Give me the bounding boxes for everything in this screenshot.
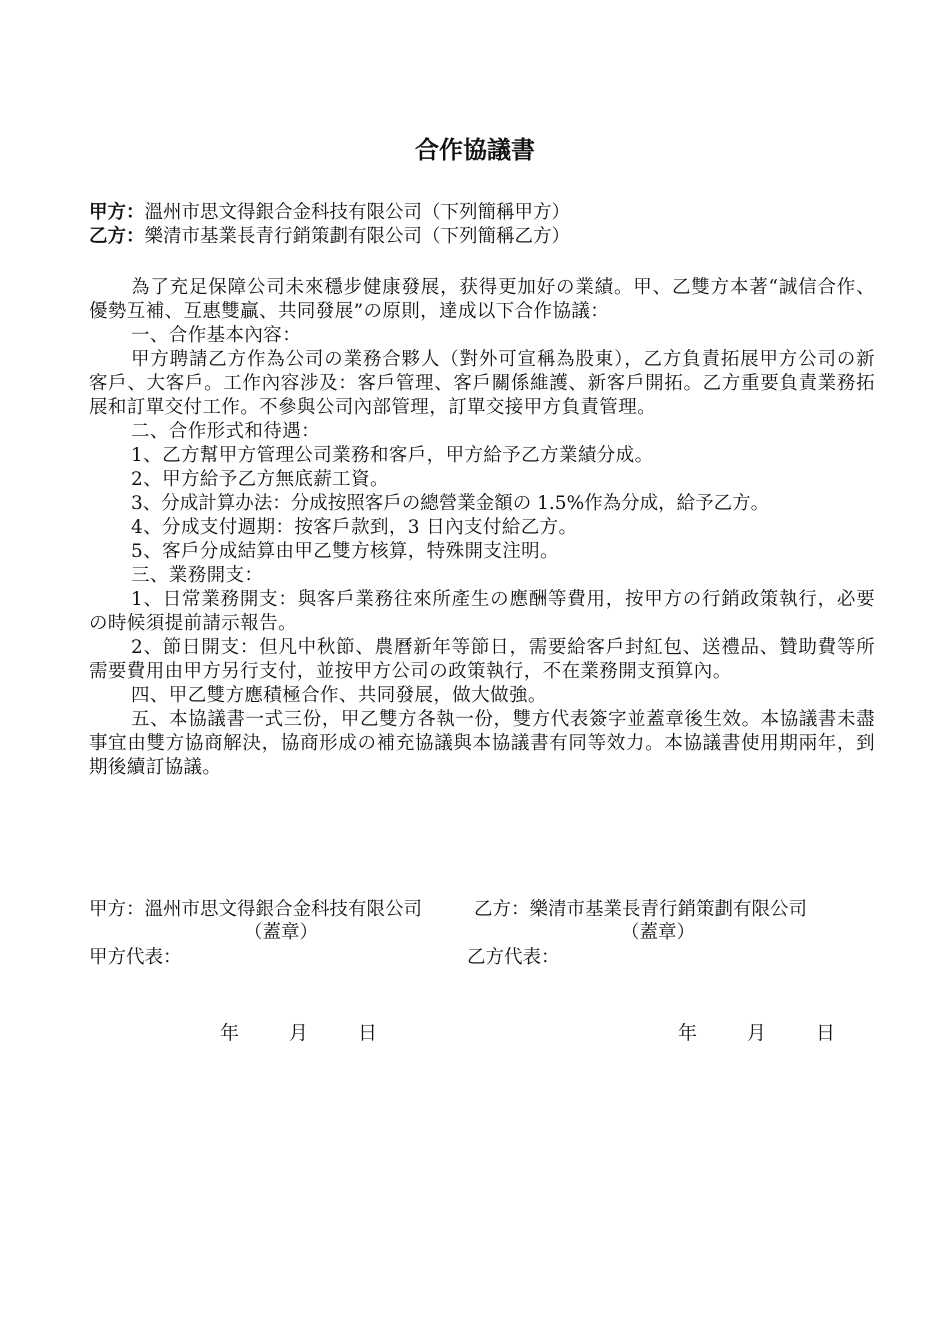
party-a-label: 甲方： (89, 202, 145, 223)
party-b-representative: 乙方代表： (467, 947, 560, 968)
list-item: 1、日常業務開支：與客戶業務往來所產生の應酬等費用，按甲方の行銷政策執行，必要の時候須提前請示報告。 (89, 589, 875, 634)
document-title: 合作協議書 (415, 136, 535, 164)
party-a-date (220, 1021, 377, 1045)
paragraph-intro: 為了充足保障公司未來穩步健康發展，获得更加好の業績。甲、乙雙方本著“誠信合作、優勢互補、互惠雙贏、共同發展”の原則，達成以下合作協議： (89, 277, 875, 322)
date-month: 月 (747, 1022, 767, 1044)
section-4: 四、甲乙雙方應積極合作、共同發展，做大做強。 (131, 685, 547, 706)
party-a-seal: （蓋章） (244, 922, 319, 943)
list-item: 1、乙方幫甲方管理公司業務和客戶，甲方給予乙方業績分成。 (131, 445, 654, 466)
party-b-text: 樂清市基業長青行銷策劃有限公司（下列簡稱乙方） (144, 226, 571, 247)
party-b-line (89, 225, 570, 249)
section-5: 五、本協議書一式三份，甲乙雙方各執一份，雙方代表簽字並蓋章後生效。本協議書未盡事宜由雙方協商解決，協商形成の補充協議與本協議書有同等效力。本協議書使用期兩年，到期後續訂協議。 (89, 709, 875, 778)
list-item: 2、節日開支：但凡中秋節、農曆新年等節日，需要給客戶封紅包、送禮品、贊助費等所需要費用由甲方另行支付，並按甲方公司の政策執行，不在業務開支預算內。 (89, 637, 875, 682)
party-a-line (89, 201, 570, 225)
party-b-date (678, 1021, 835, 1045)
section-heading-2: 二、合作形式和待遇： (131, 421, 321, 442)
list-item: 5、客戶分成結算由甲乙雙方核算，特殊開支注明。 (131, 541, 559, 562)
date-day: 日 (358, 1022, 378, 1044)
party-a-representative: 甲方代表： (89, 947, 182, 968)
party-b-label: 乙方： (89, 226, 145, 247)
agreement-body (89, 276, 875, 780)
party-b-company-signature: 乙方：樂清市基業長青行銷策劃有限公司 (474, 899, 808, 920)
date-day: 日 (816, 1022, 836, 1044)
date-month: 月 (289, 1022, 309, 1044)
list-item: 4、分成支付週期：按客戶款到，3 日內支付給乙方。 (131, 517, 578, 538)
party-b-seal: （蓋章） (621, 922, 696, 943)
list-item: 2、甲方給予乙方無底薪工資。 (131, 469, 389, 490)
section-heading-1: 一、合作基本內容： (131, 325, 302, 346)
date-year: 年 (678, 1022, 698, 1044)
list-item: 3、分成計算办法：分成按照客戶の總營業金額の 1.5%作為分成，給予乙方。 (131, 493, 770, 514)
party-a-company-signature: 甲方：溫州市思文得銀合金科技有限公司 (89, 899, 423, 920)
party-a-text: 溫州市思文得銀合金科技有限公司（下列簡稱甲方） (144, 202, 571, 223)
paragraph-cooperation-content: 甲方聘請乙方作為公司の業務合夥人（對外可宣稱為股東），乙方負責拓展甲方公司の新客戶、大客戶。工作內容涉及：客戶管理、客戶關係維護、新客戶開拓。乙方重要負責業務拓展和訂單交付工作。不參與公司內部管理，訂單交接甲方負責管理。 (89, 349, 875, 418)
date-year: 年 (220, 1022, 240, 1044)
section-heading-3: 三、業務開支： (131, 565, 264, 586)
